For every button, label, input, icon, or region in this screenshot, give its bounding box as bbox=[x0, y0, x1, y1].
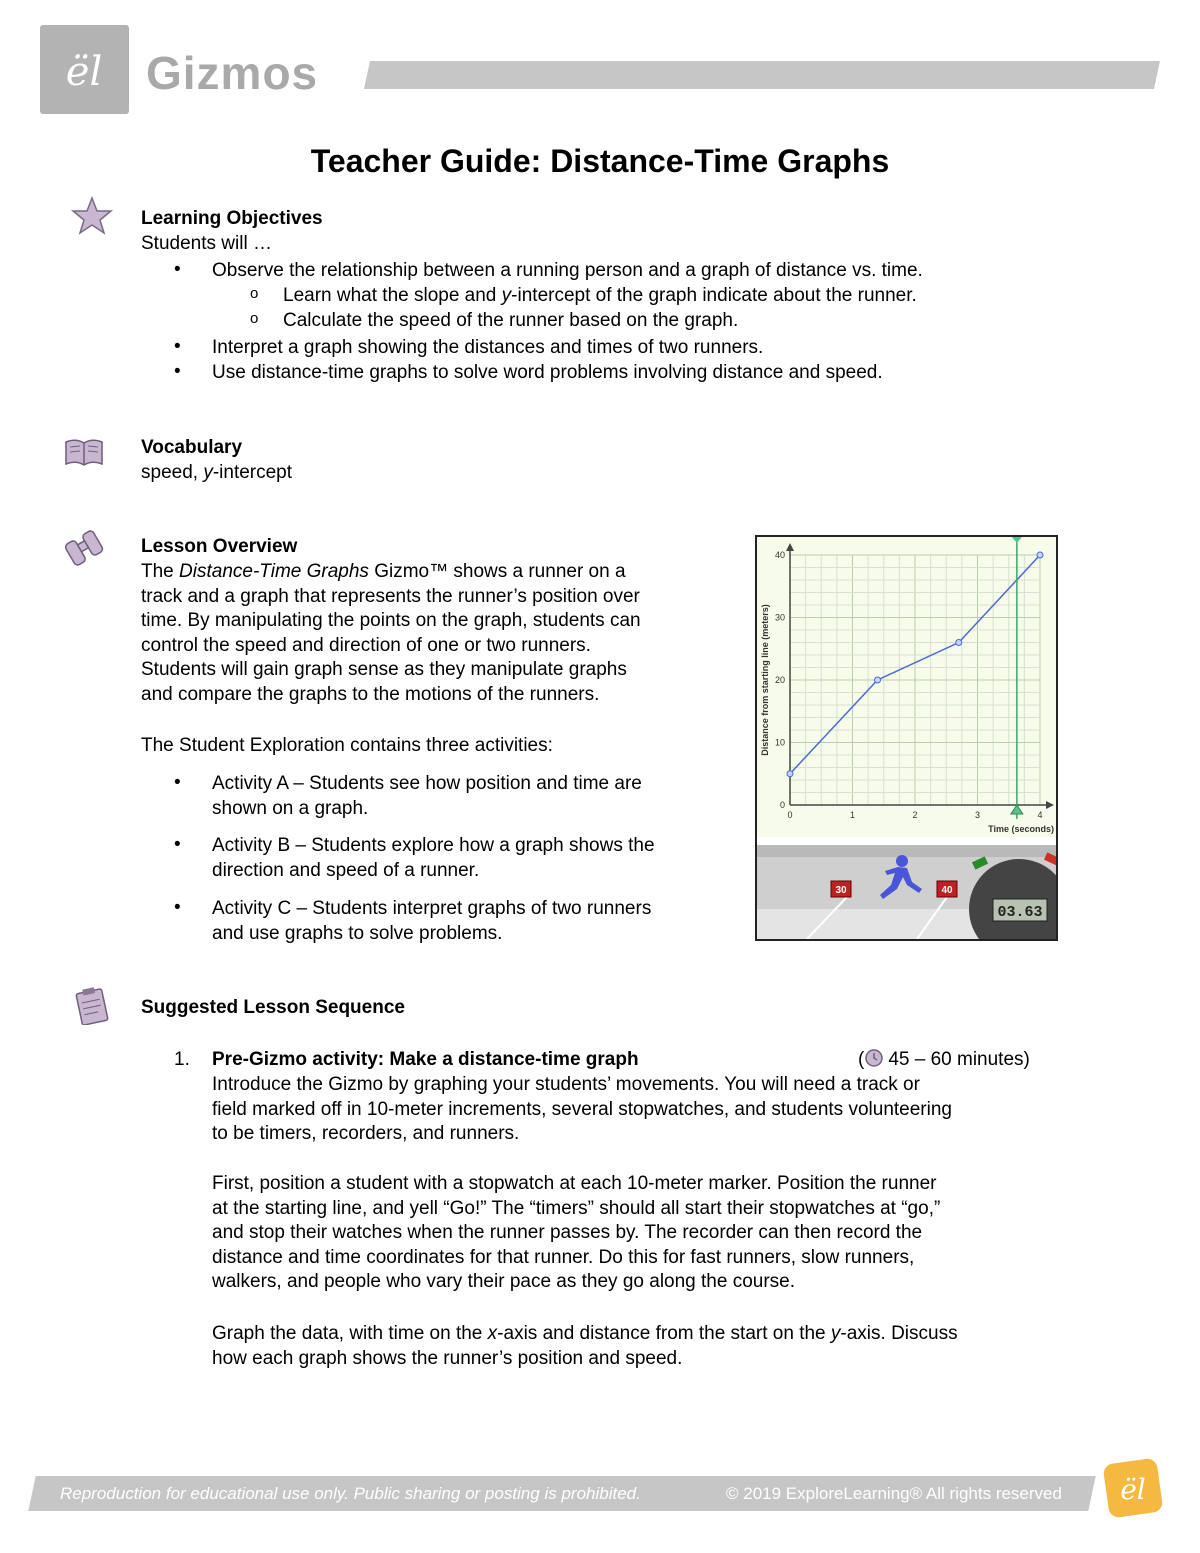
stopwatch-readout: 03.63 bbox=[997, 904, 1043, 921]
bullet: • bbox=[174, 897, 181, 918]
book-icon bbox=[62, 432, 106, 472]
stopwatch-icon bbox=[969, 852, 1056, 939]
bullet: • bbox=[174, 361, 181, 382]
activity-c: Activity C – Students interpret graphs of two runners and use graphs to solve problems. bbox=[212, 898, 652, 944]
sequence-heading: Suggested Lesson Sequence bbox=[141, 997, 405, 1018]
objective-item-3: Use distance-time graphs to solve word problems involving distance and speed. bbox=[212, 362, 883, 383]
activities-intro: The Student Exploration contains three activities: bbox=[141, 735, 553, 756]
bullet: • bbox=[174, 772, 181, 793]
data-point bbox=[787, 771, 793, 777]
objective-item-2: Interpret a graph showing the distances and times of two runners. bbox=[212, 337, 764, 358]
activity-a: Activity A – Students see how position and time are shown on a graph. bbox=[212, 773, 642, 819]
y-axis-label: Distance from starting line (meters) bbox=[760, 604, 770, 756]
objectives-intro: Students will … bbox=[141, 233, 272, 254]
item-1-paragraph-2: First, position a student with a stopwatch at each 10-meter marker. Position the runner at the starting line, and yell “Go!” The “timers” should all start their stopwatches at “go,” and stop their watches when the runner passes by. The recorder can then record the distance and time coordinates for that runner. Do this for fast runners, slow runners, walkers, and people who vary their pace as they go along the course. bbox=[212, 1173, 941, 1292]
overview-line: time. By manipulating the points on the graph, students can bbox=[141, 610, 641, 631]
header-bar bbox=[364, 61, 1160, 89]
gizmo-screenshot bbox=[755, 535, 1058, 941]
data-point bbox=[1037, 552, 1043, 558]
clipboard-icon bbox=[70, 985, 114, 1025]
chart-grid bbox=[790, 555, 1040, 805]
activity-b: Activity B – Students explore how a graph shows the direction and speed of a runner. bbox=[212, 835, 655, 881]
y-tick-label: 20 bbox=[774, 675, 785, 685]
x-axis-label: Time (seconds) bbox=[988, 824, 1054, 834]
y-tick-label: 30 bbox=[774, 612, 785, 623]
sub-bullet: o bbox=[250, 310, 259, 327]
explorelearning-footer-logo-icon bbox=[1098, 1453, 1168, 1523]
star-icon bbox=[70, 196, 114, 236]
footer-logo-text: ël bbox=[1120, 1473, 1146, 1506]
vocabulary-heading: Vocabulary bbox=[141, 437, 243, 458]
brand-name: Gizmos bbox=[146, 47, 319, 99]
distance-time-chart bbox=[757, 537, 1056, 939]
track-marker-40 bbox=[937, 881, 957, 897]
bullet: • bbox=[174, 259, 181, 280]
item-1-paragraph-1: Introduce the Gizmo by graphing your students’ movements. You will need a track or field marked off in 10-meter increments, several stopwatches, and students volunteering to be timers, recorders, and runners. bbox=[212, 1074, 952, 1144]
y-tick-label: 40 bbox=[774, 550, 785, 560]
overview-line-1: The Distance-Time Graphs Gizmo™ shows a runner on a bbox=[141, 561, 626, 582]
overview-paragraph bbox=[141, 560, 741, 707]
overview-line: and compare the graphs to the motions of the runners. bbox=[141, 683, 600, 705]
footer-copyright: © 2019 ExploreLearning® All rights reserved bbox=[726, 1484, 1062, 1503]
vocabulary-terms: speed, y-intercept bbox=[141, 462, 293, 483]
logo-text: ël bbox=[65, 49, 103, 95]
footer-notice: Reproduction for educational use only. Public sharing or posting is prohibited. bbox=[60, 1484, 641, 1503]
objective-item-1: Observe the relationship between a running person and a graph of distance vs. time. bbox=[212, 260, 923, 281]
explorelearning-logo-icon bbox=[40, 25, 129, 114]
item-1-paragraph-3: Graph the data, with time on the x-axis and distance from the start on the y-axis. Discuss how each graph shows the runner’s position and speed. bbox=[212, 1323, 958, 1369]
bullet: • bbox=[174, 834, 181, 855]
x-tick-label: 1 bbox=[849, 810, 856, 820]
objective-subitem-2: Calculate the speed of the runner based on the graph. bbox=[283, 310, 739, 331]
item-1-time: ( 45 – 60 minutes) bbox=[858, 1049, 1030, 1070]
gizmos-logo bbox=[40, 25, 129, 114]
clock-icon bbox=[864, 1048, 884, 1068]
track-marker-30-label: 30 bbox=[835, 885, 847, 896]
x-tick-label: 3 bbox=[974, 810, 981, 820]
x-tick-label: 4 bbox=[1037, 810, 1043, 820]
y-tick-label: 10 bbox=[774, 737, 785, 748]
y-tick-label: 0 bbox=[779, 800, 785, 810]
track-marker-40-label: 40 bbox=[941, 885, 953, 896]
track-wall bbox=[757, 845, 1056, 857]
track-marker-30 bbox=[831, 881, 851, 897]
item-1-title: Pre-Gizmo activity: Make a distance-time graph bbox=[212, 1049, 639, 1070]
x-tick-label: 0 bbox=[787, 810, 793, 820]
x-tick-label: 2 bbox=[912, 810, 918, 820]
bullet: • bbox=[174, 336, 181, 357]
objective-subitem-1: Learn what the slope and y-intercept of the graph indicate about the runner. bbox=[283, 285, 917, 306]
item-number: 1. bbox=[174, 1049, 190, 1070]
overview-line: Students will gain graph sense as they manipulate graphs bbox=[141, 659, 627, 680]
binoculars-icon bbox=[62, 528, 106, 568]
sub-bullet: o bbox=[250, 285, 259, 302]
data-point bbox=[956, 640, 962, 646]
objectives-heading: Learning Objectives bbox=[141, 208, 323, 229]
overview-heading: Lesson Overview bbox=[141, 536, 298, 557]
data-point bbox=[875, 677, 881, 683]
overview-line: control the speed and direction of one or two runners. bbox=[141, 634, 591, 656]
page-title: Teacher Guide: Distance-Time Graphs bbox=[310, 143, 890, 179]
overview-line: track and a graph that represents the runner’s position over bbox=[141, 585, 640, 607]
